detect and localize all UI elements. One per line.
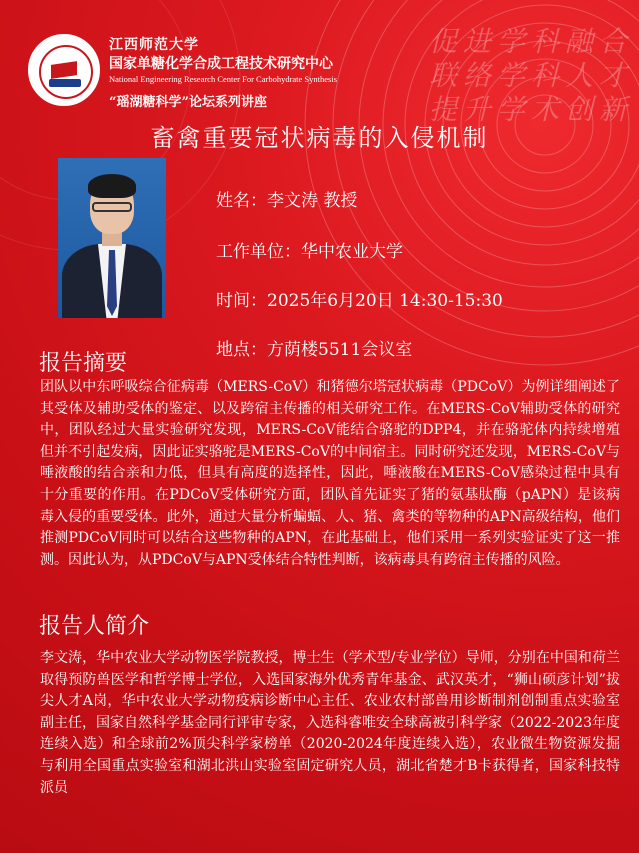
bio-text: 李文涛，华中农业大学动物医学院教授，博士生（学术型/专业学位）导师，分别在中国和荷兰取得预防兽医学和哲学博士学位，入选国家海外优秀青年基金、武汉英才，“狮山硕彦计划”拔尖人才A岗，华中农业大学动物疫病诊断中心主任、农业农村部兽用诊断制剂创制重点实验室副主任，国家自然科学基金同行评审专家，入选科睿唯安全球高被引科学家（2022-2023年度连续入选）和全球前2%顶尖科学家榜单（2020-2024年度连续入选），农业微生物资源发掘与利用全国重点实验室和湖北洪山实验室固定研究人员，湖北省楚才B卡获得者，国家科技特派员 <box>40 650 620 796</box>
speaker-unit: 工作单位：华中农业大学 <box>216 242 403 262</box>
lecture-title: 畜禽重要冠状病毒的入侵机制 <box>150 124 489 152</box>
slogan-line-1: 促进学科融合 <box>428 25 633 58</box>
university-logo <box>28 34 100 106</box>
abstract-text: 团队以中东呼吸综合征病毒（MERS-CoV）和猪德尔塔冠状病毒（PDCoV）为例详细阐述了其受体及辅助受体的鉴定、以及跨宿主传播的相关研究工作。在MERS-CoV辅助受体的研究中，团队经过大量实验研究发现，MERS-CoV能结合骆驼的DPP4，并在骆驼体内持续增殖但并不引起发病，因此证实骆驼是MERS-CoV的中间宿主。同时研究还发现，MERS-CoV与唾液酸的结合亲和力低，但具有高度的选择性，因此，唾液酸在MERS-CoV感染过程中具有十分重要的作用。在PDCoV受体研究方面，团队首先证实了猪的氨基肽酶（pAPN）是该病毒入侵的重要受体。此外，通过大量分析蝙蝠、人、猪、禽类的等物种的APN高级结构，他们推测PDCoV同时可以结合这些物种的APN，在此基础上，他们采用一系列实验证实了这一推测。因此认为，从PDCoV与APN受体结合特性判断，该病毒具有跨宿主传播的风险。 <box>40 379 620 568</box>
speaker-name: 姓名：李文涛 教授 <box>216 191 358 211</box>
speaker-photo <box>58 158 166 318</box>
bio-heading: 报告人简介 <box>39 614 150 639</box>
slogan-line-2: 联络学科人才 <box>428 59 633 92</box>
center-name-cn: 国家单糖化学合成工程技术研究中心 <box>109 56 333 72</box>
slogan-line-3: 提升学术创新 <box>428 93 633 126</box>
abstract-heading: 报告摘要 <box>39 351 128 376</box>
university-name: 江西师范大学 <box>109 37 199 53</box>
lecture-place: 地点：方荫楼5511会议室 <box>216 340 413 360</box>
lecture-time: 时间：2025年6月20日 14:30-15:30 <box>216 291 503 311</box>
lecture-series: “瑶湖糖科学”论坛系列讲座 <box>109 95 267 110</box>
center-name-en: National Engineering Research Center For Carbohydrate Synthesis <box>109 74 338 84</box>
